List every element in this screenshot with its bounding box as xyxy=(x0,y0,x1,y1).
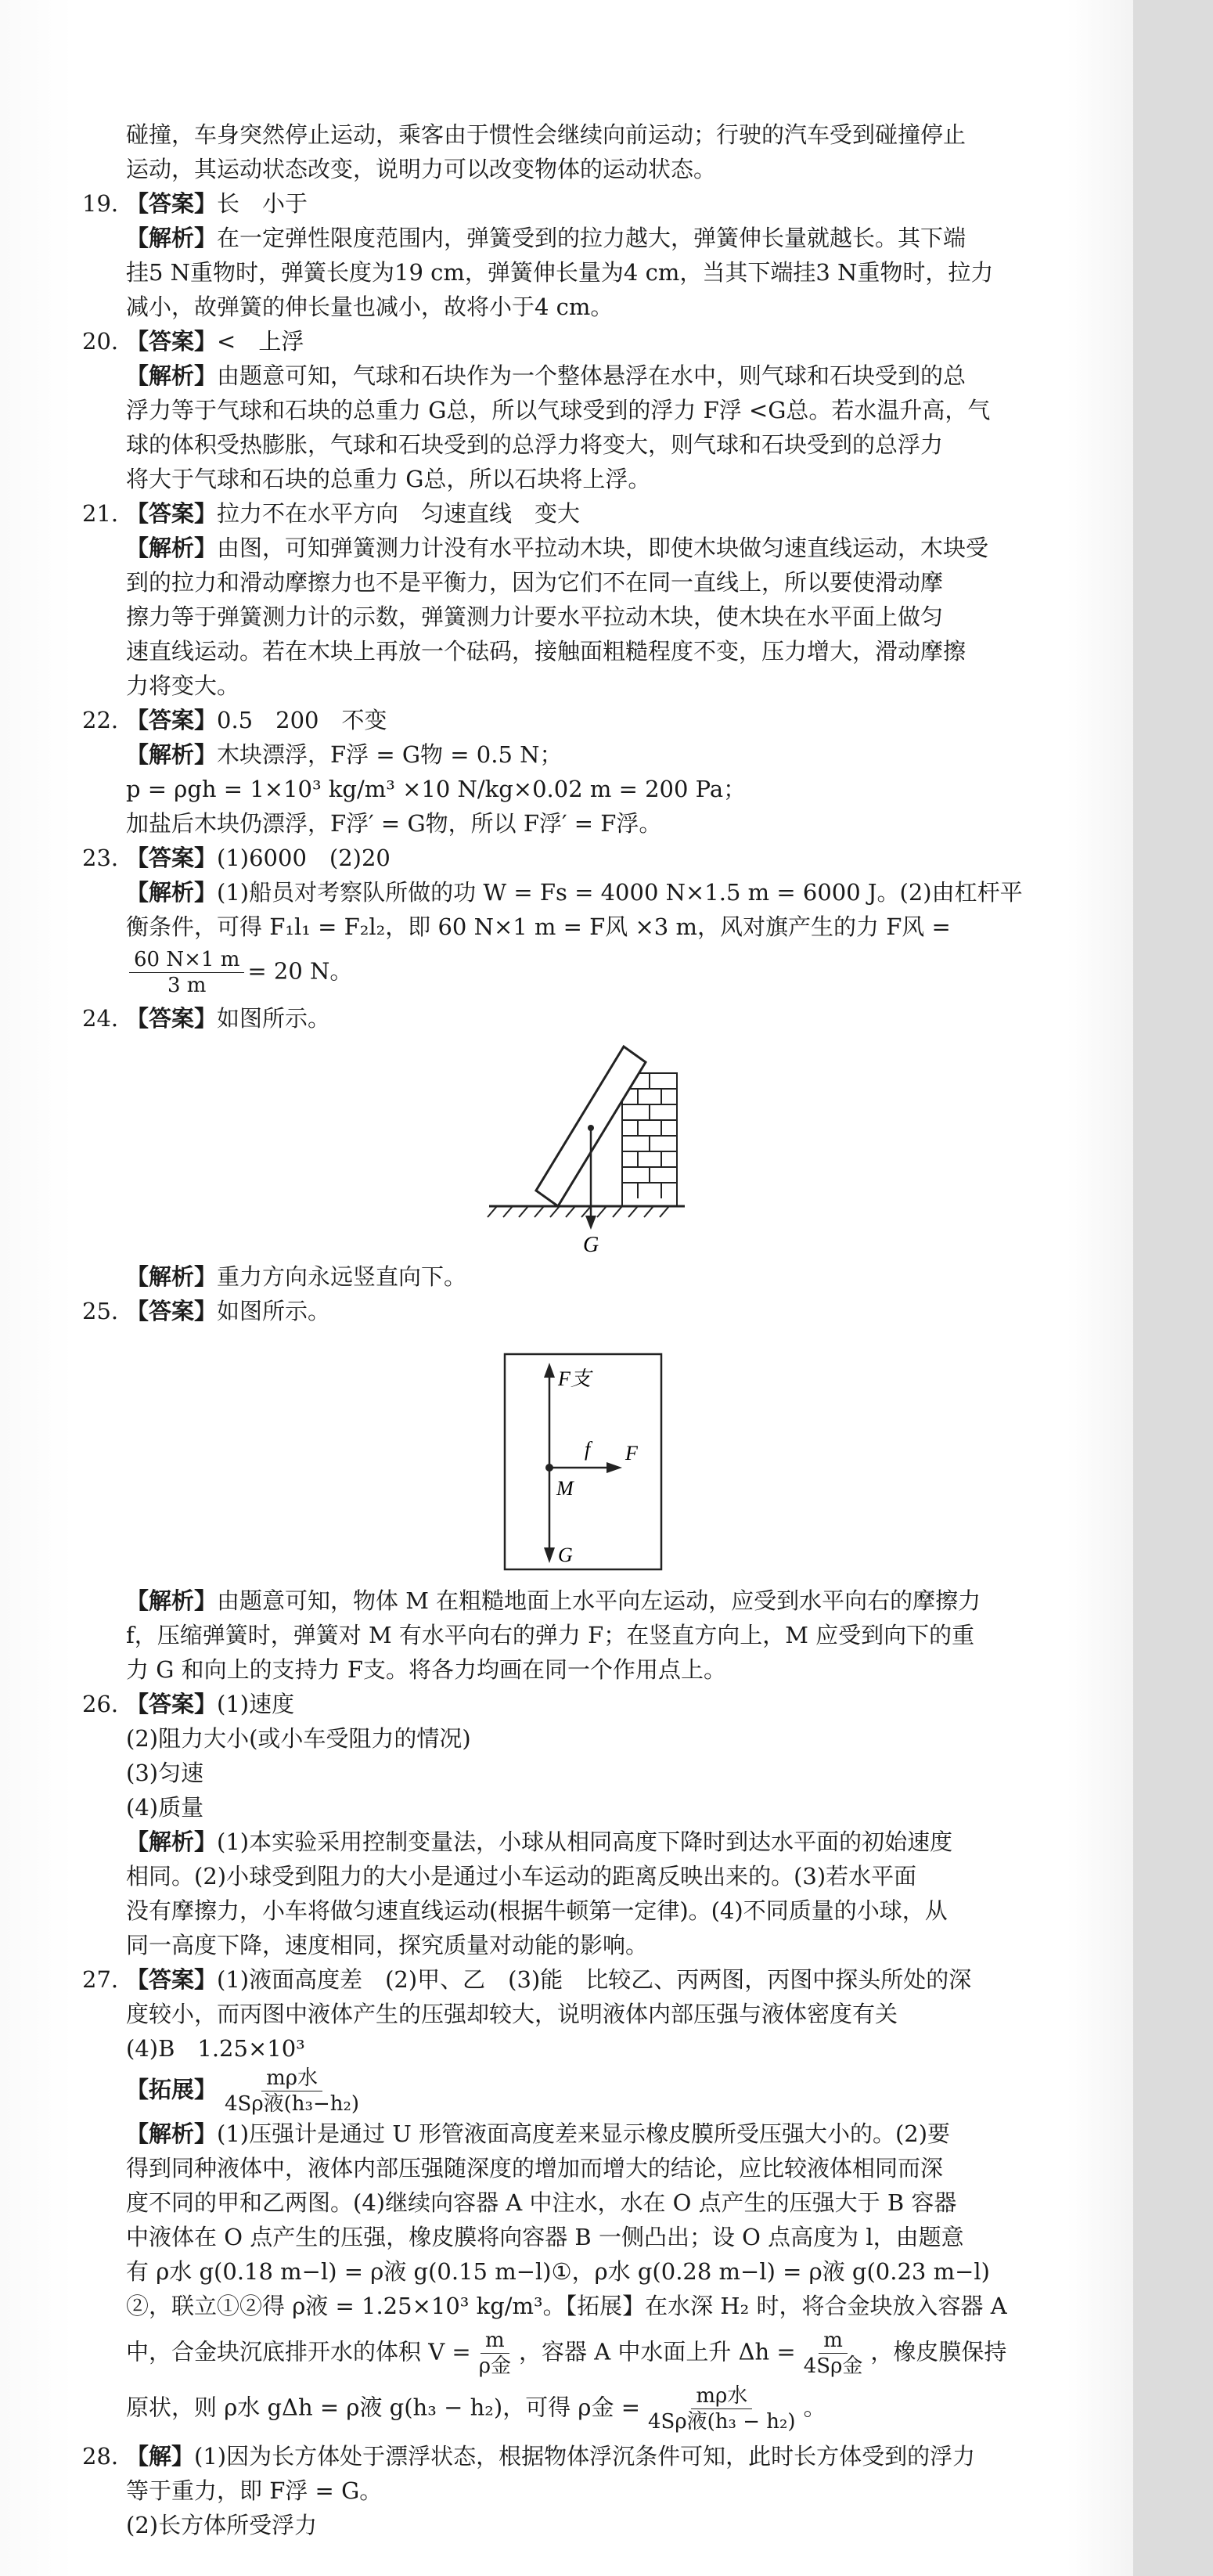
explanation-line: 加盐后木块仍漂浮，F浮′ = G物，所以 F浮′ = F浮。 xyxy=(126,810,662,837)
question-number: 28. xyxy=(82,2443,119,2470)
fraction-result: = 20 N。 xyxy=(247,957,353,985)
ground-hatching xyxy=(488,1206,669,1217)
explanation-line: 衡条件，可得 F₁l₁ = F₂l₂，即 60 N×1 m = F风 ×3 m，风对旗产生的力 F风 = xyxy=(126,913,951,940)
fraction-numerator: m xyxy=(819,2328,848,2354)
explanation-line: 力 G 和向上的支持力 F支。将各力均画在同一个作用点上。 xyxy=(126,1656,726,1683)
question-number: 24. xyxy=(82,1005,119,1032)
answer-text: < 上浮 xyxy=(217,328,304,355)
answer-text: (1)液面高度差 (2)甲、乙 (3)能 比较乙、丙两图，丙图中探头所处的深 xyxy=(217,1966,972,1993)
explanation-line: 中液体在 O 点产生的压强，橡皮膜将向容器 B 一侧凸出；设 O 点高度为 l，由题意 xyxy=(126,2224,964,2250)
figure-24 xyxy=(82,1042,1096,1253)
answer-text: 如图所示。 xyxy=(217,1298,331,1324)
brick-wall xyxy=(622,1073,677,1206)
answer-text: 长 小于 xyxy=(217,190,308,217)
incline-gravity-diagram xyxy=(82,1042,1096,1253)
extension-tag: 【拓展】 xyxy=(126,2076,218,2103)
fraction-denominator: 4Sρ液(h₃ − h₂) xyxy=(648,2410,796,2434)
explanation-tag: 【解析】 xyxy=(126,2120,218,2147)
explanation-line: 浮力等于气球和石块的总重力 G总，所以气球受到的浮力 F浮 <G总。若水温升高，气 xyxy=(126,397,991,423)
fraction-numerator: mρ水 xyxy=(261,2066,322,2091)
fraction-denominator: 4Sρ金 xyxy=(803,2354,863,2378)
question-25-explanation xyxy=(82,1583,1096,1687)
explanation-line: 中，合金块沉底排开水的体积 V = xyxy=(126,2338,471,2365)
answer-tag: 【答案】 xyxy=(126,328,218,355)
explanation-line: 没有摩擦力，小车将做匀速直线运动(根据牛顿第一定律)。(4)不同质量的小球，从 xyxy=(126,1897,948,1924)
explanation-line: 原状，则 ρ水 gΔh = ρ液 g(h₃ − h₂)，可得 ρ金 = xyxy=(126,2394,640,2421)
question-number: 21. xyxy=(82,500,119,527)
question-24-explanation xyxy=(82,1259,1096,1294)
question-22 xyxy=(82,703,1096,841)
question-23 xyxy=(82,841,1096,1001)
explanation-line: 同一高度下降，速度相同，探究质量对动能的影响。 xyxy=(126,1932,649,1958)
explanation-line: 挂5 N重物时，弹簧长度为19 cm，弹簧伸长量为4 cm，当其下端挂3 N重物时，拉力 xyxy=(126,259,994,286)
gravity-force-arrow-head xyxy=(544,1547,555,1563)
explanation-line: 木块漂浮，F浮 = G物 = 0.5 N； xyxy=(217,741,563,768)
gravity-arrow-head xyxy=(585,1216,596,1230)
question-number: 25. xyxy=(82,1298,119,1324)
fraction-numerator: 60 N×1 m xyxy=(129,947,244,973)
solution-line: (2)长方体所受浮力 xyxy=(126,2512,318,2538)
explanation-line: 重力方向永远竖直向下。 xyxy=(217,1263,467,1290)
explanation-line: (1)压强计是通过 U 形管液面高度差来显示橡皮膜所受压强大小的。(2)要 xyxy=(217,2120,951,2147)
intro-block xyxy=(82,117,1096,186)
question-number: 22. xyxy=(82,707,119,733)
support-force-label: F支 xyxy=(558,1367,591,1390)
explanation-line: (1)船员对考察队所做的功 W = Fs = 4000 N×1.5 m = 6000 J。(2)由杠杆平 xyxy=(217,879,1023,906)
explanation-line: ②，联立①②得 ρ液 = 1.25×10³ kg/m³。【拓展】在水深 H₂ 时，将合金块放入容器 A xyxy=(126,2293,1007,2319)
explanation-line: 球的体积受热膨胀，气球和石块受到的总浮力将变大，则气球和石块受到的总浮力 xyxy=(126,431,944,458)
explanation-line: 力将变大。 xyxy=(126,672,240,699)
force-diagram xyxy=(82,1335,1096,1577)
question-number: 19. xyxy=(82,190,119,217)
solution-line: (1)因为长方体处于漂浮状态，根据物体浮沉条件可知，此时长方体受到的浮力 xyxy=(194,2443,976,2470)
explanation-line: ，橡皮膜保持 xyxy=(870,2338,1007,2365)
figure-25 xyxy=(82,1335,1096,1577)
explanation-tag: 【解析】 xyxy=(126,225,218,251)
question-24 xyxy=(82,1001,1096,1036)
explanation-tag: 【解析】 xyxy=(126,1828,218,1855)
fraction xyxy=(474,2328,516,2379)
answer-tag: 【答案】 xyxy=(126,1298,218,1324)
answer-document xyxy=(82,117,1096,2542)
explanation-line: 由题意可知，气球和石块作为一个整体悬浮在水中，则气球和石块受到的总 xyxy=(217,362,966,389)
friction-force-label: f xyxy=(585,1438,591,1461)
explanation-line: 在一定弹性限度范围内，弹簧受到的拉力越大，弹簧伸长量就越长。其下端 xyxy=(217,225,966,251)
answer-text: 拉力不在水平方向 匀速直线 变大 xyxy=(217,500,581,527)
answer-tag: 【答案】 xyxy=(126,190,218,217)
explanation-line: 擦力等于弹簧测力计的示数，弹簧测力计要水平拉动木块，使木块在水平面上做匀 xyxy=(126,603,944,630)
object-m-label: M xyxy=(556,1477,574,1500)
answer-line: (3)匀速 xyxy=(126,1760,204,1786)
explanation-line: 相同。(2)小球受到阻力的大小是通过小车运动的距离反映出来的。(3)若水平面 xyxy=(126,1863,917,1890)
question-19 xyxy=(82,186,1096,324)
fraction-numerator: m xyxy=(481,2328,509,2354)
answer-tag: 【答案】 xyxy=(126,1005,218,1032)
fraction xyxy=(643,2383,801,2434)
question-number: 27. xyxy=(82,1966,119,1993)
answer-tag: 【答案】 xyxy=(126,707,218,733)
solution-tag: 【解】 xyxy=(126,2443,195,2470)
answer-line: (2)阻力大小(或小车受阻力的情况) xyxy=(126,1725,471,1752)
answer-tag: 【答案】 xyxy=(126,1691,218,1717)
explanation-line: 速直线运动。若在木块上再放一个砝码，接触面粗糙程度不变，压力增大，滑动摩擦 xyxy=(126,638,966,665)
answer-tag: 【答案】 xyxy=(126,845,218,871)
fraction-numerator: mρ水 xyxy=(691,2383,752,2409)
explanation-tag: 【解析】 xyxy=(126,1263,218,1290)
fraction-denominator: ρ金 xyxy=(478,2354,511,2378)
question-number: 23. xyxy=(82,845,119,871)
question-28 xyxy=(82,2439,1096,2542)
intro-line: 运动，其运动状态改变，说明力可以改变物体的运动状态。 xyxy=(126,156,717,182)
fraction-denominator: 3 m xyxy=(167,974,207,997)
explanation-line: 到的拉力和滑动摩擦力也不是平衡力，因为它们不在同一直线上，所以要使滑动摩 xyxy=(126,569,944,596)
answer-text: 0.5 200 不变 xyxy=(217,707,387,733)
gravity-label: G xyxy=(558,1544,573,1566)
answer-text: (1)速度 xyxy=(217,1691,295,1717)
explanation-tag: 【解析】 xyxy=(126,879,218,906)
answer-tag: 【答案】 xyxy=(126,1966,218,1993)
explanation-line: 度不同的甲和乙两图。(4)继续向容器 A 中注水，水在 O 点产生的压强大于 B 容器 xyxy=(126,2189,957,2216)
gravity-label: G xyxy=(583,1233,599,1253)
explanation-tag: 【解析】 xyxy=(126,741,218,768)
explanation-line: 由题意可知，物体 M 在粗糙地面上水平向左运动，应受到水平向右的摩擦力 xyxy=(217,1587,981,1614)
question-number: 26. xyxy=(82,1691,119,1717)
question-25 xyxy=(82,1294,1096,1328)
explanation-line: (1)本实验采用控制变量法，小球从相同高度下降时到达水平面的初始速度 xyxy=(217,1828,953,1855)
spring-force-label: F xyxy=(625,1442,638,1465)
support-force-arrow-head xyxy=(544,1363,555,1378)
horizontal-force-arrow-head xyxy=(606,1462,622,1473)
answer-line: (4)质量 xyxy=(126,1794,204,1821)
explanation-tag: 【解析】 xyxy=(126,1587,218,1614)
fraction-denominator: 4Sρ液(h₃−h₂) xyxy=(225,2092,360,2116)
explanation-tag: 【解析】 xyxy=(126,362,218,389)
answer-tag: 【答案】 xyxy=(126,500,218,527)
explanation-line: p = ρgh = 1×10³ kg/m³ ×10 N/kg×0.02 m = 200 Pa； xyxy=(126,776,747,802)
answer-text: (1)6000 (2)20 xyxy=(217,845,391,871)
solution-line: 等于重力，即 F浮 = G。 xyxy=(126,2477,383,2504)
explanation-tag: 【解析】 xyxy=(126,535,218,561)
answer-line: 度较小，而丙图中液体产生的压强却较大，说明液体内部压强与液体密度有关 xyxy=(126,2001,898,2027)
question-20 xyxy=(82,324,1096,496)
answer-text: 如图所示。 xyxy=(217,1005,331,1032)
fraction xyxy=(129,947,244,998)
explanation-line: ，容器 A 中水面上升 Δh = xyxy=(518,2338,796,2365)
question-21 xyxy=(82,496,1096,703)
explanation-line: 由图，可知弹簧测力计没有水平拉动木块，即使木块做匀速直线运动，木块受 xyxy=(217,535,989,561)
page-edge-shadow xyxy=(1133,0,1213,2576)
fraction xyxy=(220,2066,364,2117)
explanation-line: 。 xyxy=(803,2394,826,2421)
explanation-line: f，压缩弹簧时，弹簧对 M 有水平向右的弹力 F；在竖直方向上，M 应受到向下的重 xyxy=(126,1622,975,1648)
intro-line: 碰撞，车身突然停止运动，乘客由于惯性会继续向前运动；行驶的汽车受到碰撞停止 xyxy=(126,121,966,148)
explanation-line: 将大于气球和石块的总重力 G总，所以石块将上浮。 xyxy=(126,466,651,492)
explanation-line: 得到同种液体中，液体内部压强随深度的增加而增大的结论，应比较液体相同而深 xyxy=(126,2155,944,2181)
explanation-line: 有 ρ水 g(0.18 m−l) = ρ液 g(0.15 m−l)①，ρ水 g(0.28 m−l) = ρ液 g(0.23 m−l) xyxy=(126,2258,990,2285)
answer-line: (4)B 1.25×10³ xyxy=(126,2035,305,2062)
fraction xyxy=(799,2328,868,2379)
question-27 xyxy=(82,1962,1096,2439)
question-number: 20. xyxy=(82,328,119,355)
question-26 xyxy=(82,1687,1096,1962)
explanation-line: 减小，故弹簧的伸长量也减小，故将小于4 cm。 xyxy=(126,294,614,320)
